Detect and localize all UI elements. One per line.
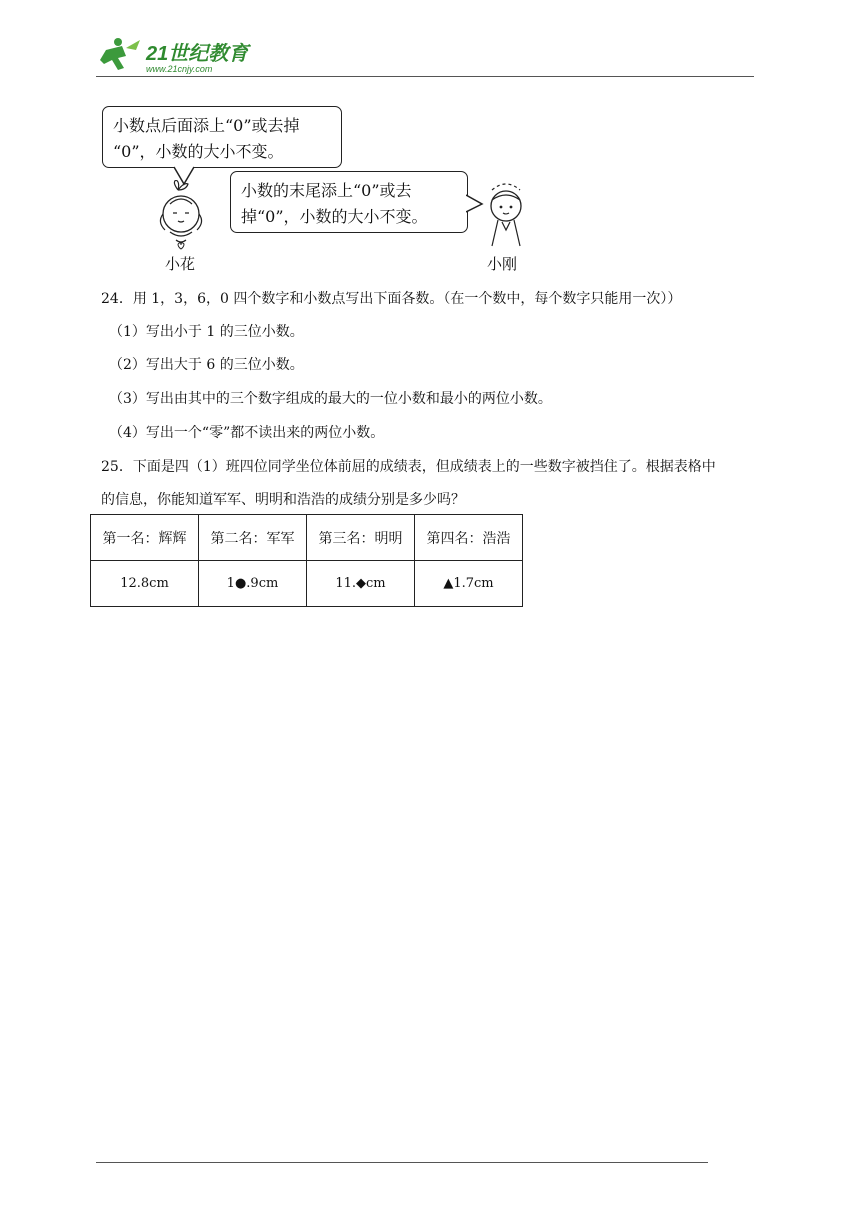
character-name-xiaogang: 小刚 bbox=[487, 255, 518, 273]
runner-icon bbox=[100, 38, 140, 70]
bubble-line: 小数的末尾添上“0”或去 bbox=[241, 181, 412, 200]
site-logo bbox=[96, 36, 266, 76]
character-name-xiaohua: 小花 bbox=[165, 255, 196, 273]
table-header-row bbox=[91, 515, 523, 561]
question-25-stem-line1: 25．下面是四（1）班四位同学坐位体前屈的成绩表，但成绩表上的一些数字被挡住了。根据表格中 bbox=[101, 459, 716, 475]
question-25-stem-line2: 的信息，你能知道军军、明明和浩浩的成绩分别是多少吗？ bbox=[101, 492, 465, 508]
boy-character-icon bbox=[478, 180, 534, 252]
bubble-line: 小数点后面添上“0”或去掉 bbox=[113, 116, 300, 135]
girl-character-icon bbox=[148, 180, 214, 252]
table-header-cell: 第四名：浩浩 bbox=[415, 515, 523, 561]
table-header-cell: 第三名：明明 bbox=[307, 515, 415, 561]
svg-text:www.21cnjy.com: www.21cnjy.com bbox=[146, 64, 213, 74]
question-24-item-3: （3）写出由其中的三个数字组成的最大的一位小数和最小的两位小数。 bbox=[109, 391, 552, 407]
table-cell: ▲1.7cm bbox=[415, 561, 523, 607]
speech-bubble-xiaogang bbox=[230, 171, 468, 233]
table-row bbox=[91, 561, 523, 607]
table-cell: 11.◆cm bbox=[307, 561, 415, 607]
question-24-item-1: （1）写出小于 1 的三位小数。 bbox=[109, 324, 304, 340]
question-24-item-4: （4）写出一个“零”都不读出来的两位小数。 bbox=[109, 425, 385, 441]
score-table bbox=[90, 514, 523, 607]
table-header-cell: 第二名：军军 bbox=[199, 515, 307, 561]
table-cell: 12.8cm bbox=[91, 561, 199, 607]
header-divider bbox=[96, 76, 754, 77]
question-24-stem: 24．用 1，3，6，0 四个数字和小数点写出下面各数。（在一个数中，每个数字只能用一次）） bbox=[101, 291, 682, 307]
bubble-line: “0”，小数的大小不变。 bbox=[113, 142, 284, 161]
svg-text:21世纪教育: 21世纪教育 bbox=[146, 43, 249, 65]
bubble-line: 掉“0”，小数的大小不变。 bbox=[241, 207, 428, 226]
question-24-item-2: （2）写出大于 6 的三位小数。 bbox=[109, 357, 304, 373]
table-header-cell: 第一名：辉辉 bbox=[91, 515, 199, 561]
speech-bubble-xiaohua bbox=[102, 106, 342, 168]
footer-divider bbox=[96, 1162, 708, 1163]
table-cell: 1●.9cm bbox=[199, 561, 307, 607]
